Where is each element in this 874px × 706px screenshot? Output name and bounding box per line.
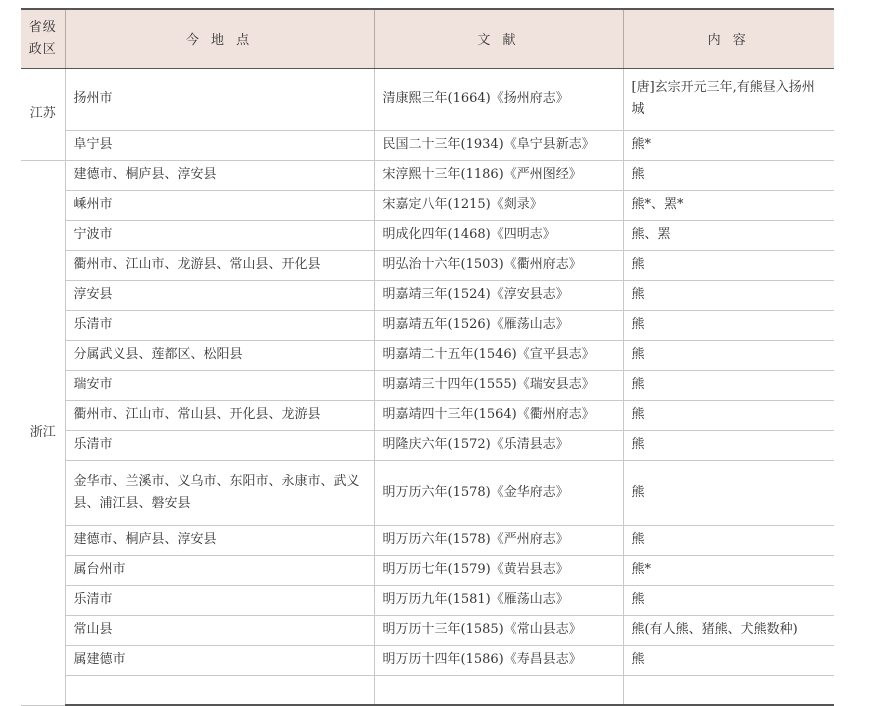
place-cell: 建德市、桐庐县、淳安县 — [65, 525, 374, 555]
table-row — [21, 160, 834, 190]
source-cell: 明弘治十六年(1503)《衢州府志》 — [374, 250, 623, 280]
place-cell: 衢州市、江山市、龙游县、常山县、开化县 — [65, 250, 374, 280]
table-body — [21, 68, 834, 705]
table-row — [21, 190, 834, 220]
table-row — [21, 675, 834, 705]
table-row — [21, 645, 834, 675]
place-cell: 乐清市 — [65, 430, 374, 460]
table-row — [21, 130, 834, 160]
source-cell: 宋淳熙十三年(1186)《严州图经》 — [374, 160, 623, 190]
table-row — [21, 280, 834, 310]
table-row — [21, 525, 834, 555]
header-province — [21, 9, 65, 68]
source-cell: 明万历六年(1578)《金华府志》 — [374, 460, 623, 525]
content-cell: 熊 — [623, 280, 834, 310]
content-cell: 熊 — [623, 160, 834, 190]
place-cell: 瑞安市 — [65, 370, 374, 400]
source-cell: 民国二十三年(1934)《阜宁县新志》 — [374, 130, 623, 160]
content-cell: 熊 — [623, 370, 834, 400]
header-place: 今 地 点 — [65, 9, 374, 68]
province-cell: 江苏 — [21, 68, 65, 160]
content-cell — [623, 675, 834, 705]
table-header — [21, 9, 834, 68]
source-cell: 明成化四年(1468)《四明志》 — [374, 220, 623, 250]
table-row — [21, 430, 834, 460]
place-cell: 属建德市 — [65, 645, 374, 675]
content-cell: 熊 — [623, 250, 834, 280]
source-cell: 明万历七年(1579)《黄岩县志》 — [374, 555, 623, 585]
content-cell: 熊*、罴* — [623, 190, 834, 220]
source-cell: 明万历九年(1581)《雁荡山志》 — [374, 585, 623, 615]
place-cell: 金华市、兰溪市、义乌市、东阳市、永康市、武义县、浦江县、磐安县 — [65, 460, 374, 525]
place-cell: 衢州市、江山市、常山县、开化县、龙游县 — [65, 400, 374, 430]
table-row — [21, 555, 834, 585]
table-row — [21, 460, 834, 525]
content-cell: 熊 — [623, 460, 834, 525]
source-cell: 明嘉靖五年(1526)《雁荡山志》 — [374, 310, 623, 340]
content-cell: [唐]玄宗开元三年,有熊昼入扬州城 — [623, 68, 834, 130]
content-cell: 熊 — [623, 340, 834, 370]
content-cell: 熊 — [623, 430, 834, 460]
source-cell: 明万历十四年(1586)《寿昌县志》 — [374, 645, 623, 675]
content-cell: 熊* — [623, 130, 834, 160]
source-cell — [374, 675, 623, 705]
table-row — [21, 615, 834, 645]
table-row — [21, 340, 834, 370]
source-cell: 明万历十三年(1585)《常山县志》 — [374, 615, 623, 645]
document-page — [21, 8, 834, 706]
historical-records-table — [21, 8, 834, 706]
table-row — [21, 585, 834, 615]
place-cell: 属台州市 — [65, 555, 374, 585]
source-cell: 明嘉靖三十四年(1555)《瑞安县志》 — [374, 370, 623, 400]
content-cell: 熊 — [623, 310, 834, 340]
table-row — [21, 400, 834, 430]
source-cell: 清康熙三年(1664)《扬州府志》 — [374, 68, 623, 130]
content-cell: 熊、罴 — [623, 220, 834, 250]
content-cell: 熊* — [623, 555, 834, 585]
content-cell: 熊 — [623, 645, 834, 675]
place-cell: 宁波市 — [65, 220, 374, 250]
place-cell: 常山县 — [65, 615, 374, 645]
province-cell: 浙江 — [21, 160, 65, 705]
place-cell: 扬州市 — [65, 68, 374, 130]
place-cell: 阜宁县 — [65, 130, 374, 160]
source-cell: 明嘉靖三年(1524)《淳安县志》 — [374, 280, 623, 310]
source-cell: 宋嘉定八年(1215)《剡录》 — [374, 190, 623, 220]
table-row — [21, 220, 834, 250]
source-cell: 明隆庆六年(1572)《乐清县志》 — [374, 430, 623, 460]
header-literature: 文 献 — [374, 9, 623, 68]
content-cell: 熊 — [623, 525, 834, 555]
header-province-text: 省级 政区 — [28, 19, 57, 57]
table-row — [21, 370, 834, 400]
source-cell: 明嘉靖四十三年(1564)《衢州府志》 — [374, 400, 623, 430]
table-row — [21, 250, 834, 280]
source-cell: 明万历六年(1578)《严州府志》 — [374, 525, 623, 555]
source-cell: 明嘉靖二十五年(1546)《宣平县志》 — [374, 340, 623, 370]
content-cell: 熊 — [623, 400, 834, 430]
place-cell: 乐清市 — [65, 585, 374, 615]
header-content: 内 容 — [623, 9, 834, 68]
place-cell — [65, 675, 374, 705]
table-row — [21, 68, 834, 130]
table-row — [21, 310, 834, 340]
place-cell: 嵊州市 — [65, 190, 374, 220]
place-cell: 分属武义县、莲都区、松阳县 — [65, 340, 374, 370]
content-cell: 熊 — [623, 585, 834, 615]
content-cell: 熊(有人熊、猪熊、犬熊数种) — [623, 615, 834, 645]
place-cell: 淳安县 — [65, 280, 374, 310]
place-cell: 建德市、桐庐县、淳安县 — [65, 160, 374, 190]
place-cell: 乐清市 — [65, 310, 374, 340]
